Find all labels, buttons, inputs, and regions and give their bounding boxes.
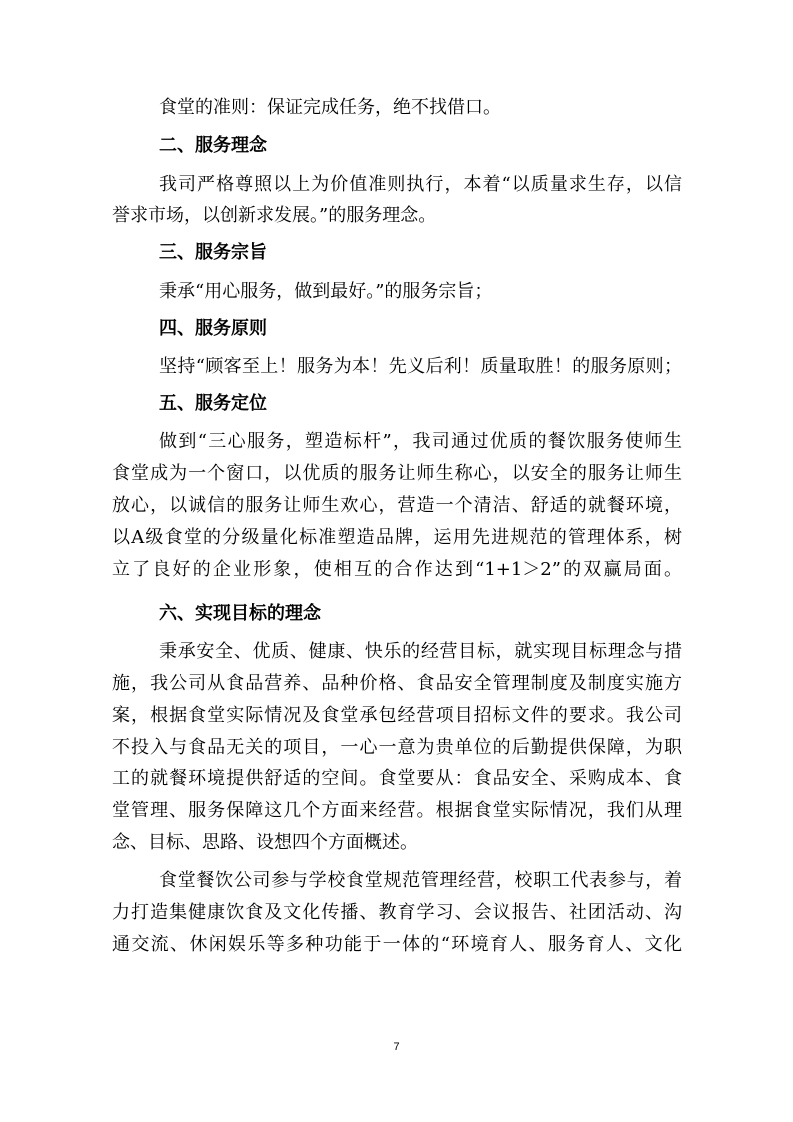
- paragraph-line: 秉承安全、优质、健康、快乐的经营目标，就实现目标理念与措: [159, 641, 682, 662]
- section-heading: 六、实现目标的理念: [159, 603, 321, 624]
- section-heading: 四、服务原则: [159, 318, 267, 339]
- paragraph-line: 施，我公司从食品营养、品种价格、食品安全管理制度及制度实施方: [112, 673, 682, 694]
- paragraph-line: 工的就餐环境提供舒适的空间。食堂要从：食品安全、采购成本、食: [112, 768, 682, 789]
- paragraph-line: 不投入与食品无关的项目，一心一意为贵单位的后勤提供保障，为职: [112, 737, 682, 758]
- paragraph-line: 誉求市场，以创新求发展。”的服务理念。: [112, 205, 437, 226]
- paragraph-line: 立了良好的企业形象，使相互的合作达到“1+1＞2”的双赢局面。: [112, 559, 682, 580]
- paragraph-line: 食堂的准则：保证完成任务，绝不找借口。: [159, 97, 501, 118]
- paragraph-line: 放心，以诚信的服务让师生欢心，营造一个清洁、舒适的就餐环境，: [112, 495, 682, 516]
- paragraph-line: 堂管理、服务保障这几个方面来经营。根据食堂实际情况，我们从理: [112, 800, 682, 821]
- paragraph-line: 做到“三心服务，塑造标杆”，我司通过优质的餐饮服务使师生: [159, 431, 682, 452]
- section-heading: 二、服务理念: [159, 135, 267, 156]
- paragraph-line: 坚持“顾客至上！服务为本！先义后利！质量取胜！的服务原则；: [159, 356, 682, 377]
- section-heading: 三、服务宗旨: [159, 242, 267, 263]
- paragraph-line: 以A级食堂的分级量化标准塑造品牌，运用先进规范的管理体系，树: [112, 527, 682, 548]
- paragraph-line: 食堂餐饮公司参与学校食堂规范管理经营，校职工代表参与，着: [159, 870, 682, 891]
- paragraph-line: 念、目标、思路、设想四个方面概述。: [112, 832, 418, 853]
- page-number: 7: [393, 1041, 400, 1053]
- paragraph-line: 我司严格尊照以上为价值准则执行，本着“以质量求生存，以信: [159, 174, 682, 195]
- paragraph-line: 案，根据食堂实际情况及食堂承包经营项目招标文件的要求。我公司: [112, 705, 682, 726]
- paragraph-line: 通交流、休闲娱乐等多种功能于一体的“环境育人、服务育人、文化: [112, 934, 682, 955]
- section-heading: 五、服务定位: [159, 393, 267, 414]
- paragraph-line: 力打造集健康饮食及文化传播、教育学习、会议报告、社团活动、沟: [112, 902, 682, 923]
- paragraph-line: 食堂成为一个窗口，以优质的服务让师生称心，以安全的服务让师生: [112, 463, 682, 484]
- paragraph-line: 秉承“用心服务，做到最好。”的服务宗旨；: [159, 281, 493, 302]
